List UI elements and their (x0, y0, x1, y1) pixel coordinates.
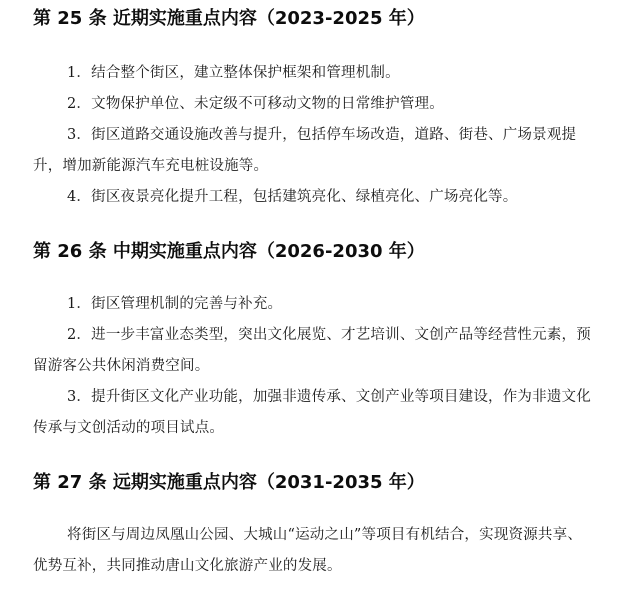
section-heading-26: 第 26 条 中期实施重点内容（2026-2030 年） (33, 241, 425, 262)
section-25-item-4: 4．街区夜景亮化提升工程，包括建筑亮化、绿植亮化、广场亮化等。 (67, 189, 518, 205)
section-26-item-2: 2．进一步丰富业态类型，突出文化展览、才艺培训、文创产品等经营性元素，预留游客公共休闲消费空间。 (33, 327, 591, 374)
section-26-item-3: 3．提升街区文化产业功能，加强非遗传承、文创产业等项目建设，作为非遗文化传承与文创活动的项目试点。 (33, 389, 591, 436)
section-27-paragraph: 将街区与周边凤凰山公园、大城山“运动之山”等项目有机结合，实现资源共享、优势互补，共同推动唐山文化旅游产业的发展。 (33, 527, 583, 574)
section-heading-25: 第 25 条 近期实施重点内容（2023-2025 年） (33, 8, 425, 29)
section-heading-27: 第 27 条 远期实施重点内容（2031-2035 年） (33, 472, 425, 493)
section-25-item-1: 1．结合整个街区，建立整体保护框架和管理机制。 (67, 65, 400, 81)
section-26-item-1: 1．街区管理机制的完善与补充。 (67, 296, 283, 312)
section-25-item-3: 3．街区道路交通设施改善与提升，包括停车场改造，道路、街巷、广场景观提升，增加新能源汽车充电桩设施等。 (33, 127, 577, 174)
section-25-item-2: 2．文物保护单位、未定级不可移动文物的日常维护管理。 (67, 96, 444, 112)
